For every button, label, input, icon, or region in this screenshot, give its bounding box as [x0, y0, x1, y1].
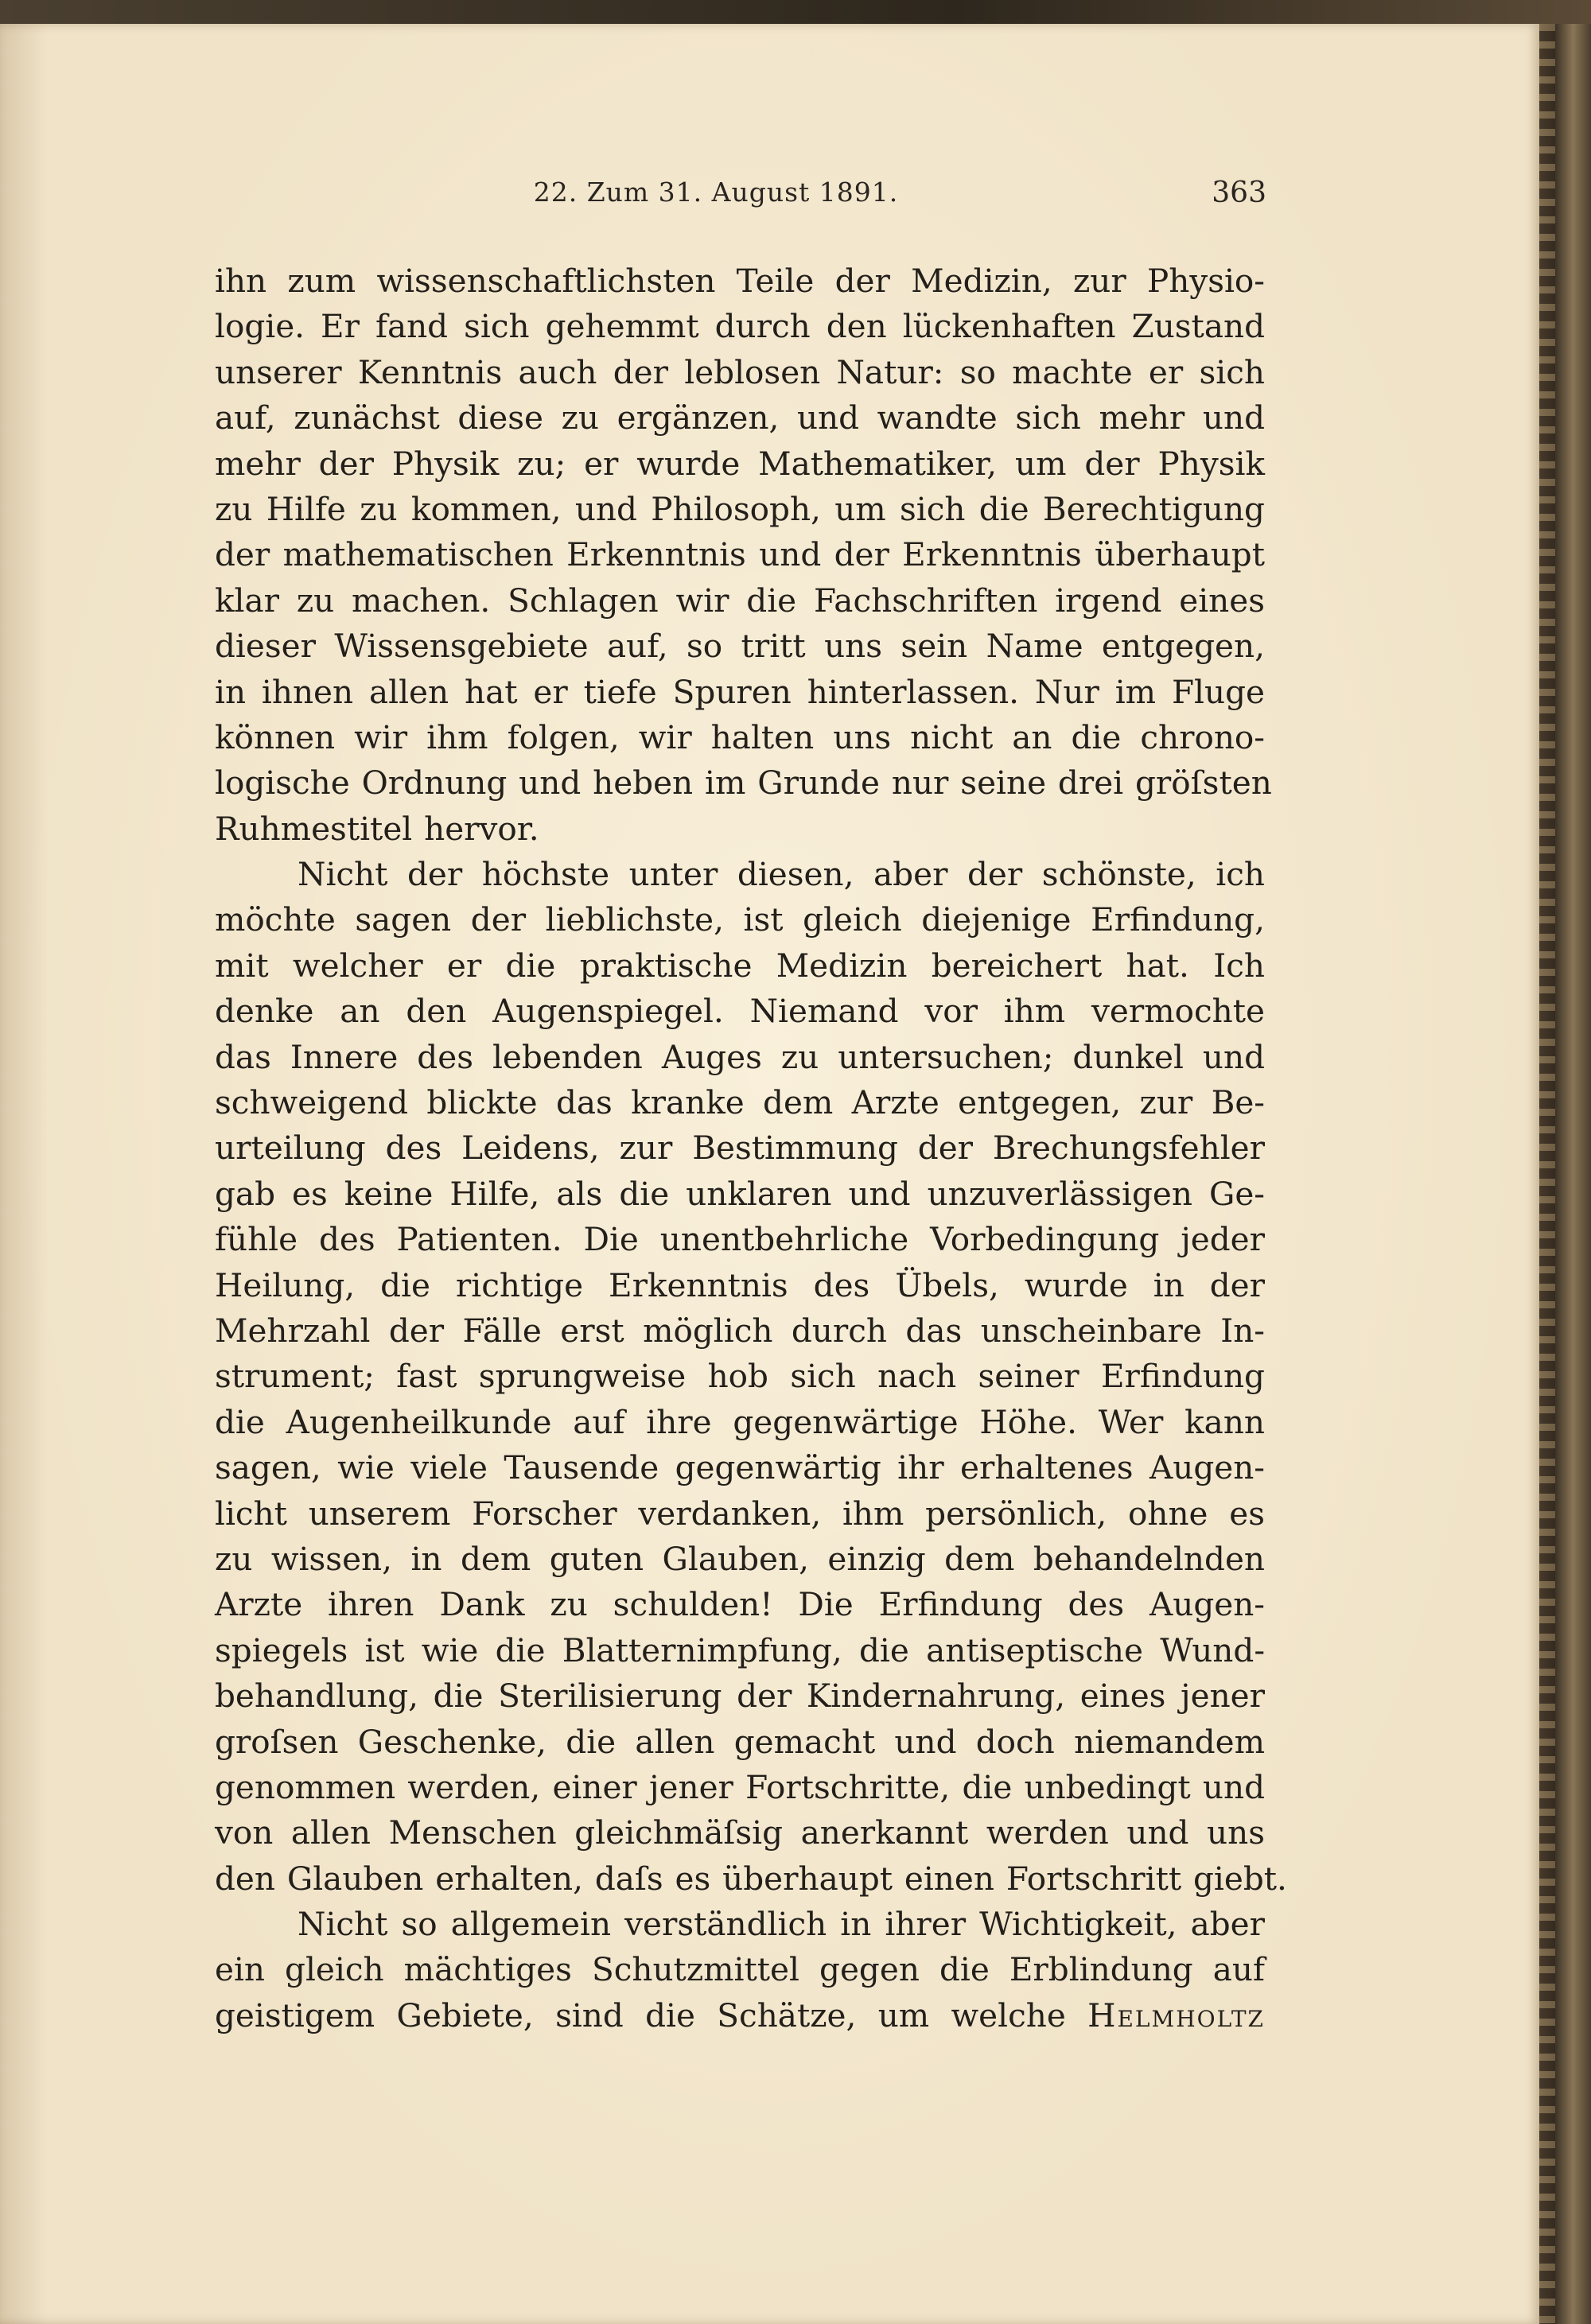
text-line-content: Heilung, die richtige Erkenntnis des Übels, wurde in der — [215, 1265, 1265, 1304]
text-line — [215, 1263, 1265, 1308]
text-line — [215, 1720, 1265, 1765]
text-line — [215, 1125, 1265, 1171]
text-line-content: auf, zunächst diese zu ergänzen, und wandte sich mehr und — [215, 398, 1265, 437]
text-line-content: den Glauben erhalten, daſs es überhaupt einen Fortschritt giebt. — [215, 1859, 1287, 1898]
text-line-content: in ihnen allen hat er tiefe Spuren hinterlassen. Nur im Fluge — [215, 672, 1265, 711]
text-line — [215, 1080, 1265, 1125]
name-smallcaps: Helmholtz — [1087, 1996, 1266, 2034]
text-line-content: zu wissen, in dem guten Glauben, einzig dem behandelnden — [215, 1539, 1265, 1578]
body-text — [215, 258, 1287, 2038]
text-line-content: unserer Kenntnis auch der leblosen Natur: so machte er sich — [215, 352, 1265, 391]
text-line — [215, 395, 1265, 441]
text-line — [215, 1947, 1265, 1992]
text-line-content: fühle des Patienten. Die unentbehrliche Vorbedingung jeder — [215, 1220, 1265, 1259]
text-line-content: spiegels ist wie die Blatternimpfung, die antiseptische Wund- — [215, 1630, 1265, 1669]
text-line-content: schweigend blickte das kranke dem Arzte entgegen, zur Be- — [215, 1083, 1265, 1122]
text-line-content: genommen werden, einer jener Fortschritte, die unbedingt und — [215, 1767, 1265, 1806]
text-line — [215, 1902, 1265, 1947]
text-line — [215, 1628, 1265, 1673]
text-line — [215, 670, 1265, 715]
text-line — [215, 806, 1265, 852]
text-line — [215, 1810, 1265, 1856]
text-line-content: geistigem Gebiete, sind die Schätze, um welche — [215, 1996, 1066, 2034]
text-line — [215, 760, 1272, 806]
text-line — [215, 715, 1265, 760]
text-line — [215, 1445, 1265, 1490]
text-line-content: groſsen Geschenke, die allen gemacht und doch niemandem — [215, 1722, 1265, 1761]
text-line — [215, 943, 1265, 989]
text-line — [215, 897, 1265, 942]
text-line-content: strument; fast sprungweise hob sich nach seiner Erfindung — [215, 1357, 1265, 1396]
text-line-content: logie. Er fand sich gehemmt durch den lückenhaften Zustand — [215, 307, 1265, 346]
text-line — [215, 1217, 1265, 1262]
text-line-content: Arzte ihren Dank zu schulden! Die Erfindung des Augen- — [215, 1585, 1265, 1624]
text-line — [215, 304, 1265, 349]
text-line — [215, 1856, 1287, 1902]
text-line — [215, 989, 1265, 1034]
text-line — [215, 1308, 1265, 1354]
text-line — [215, 1765, 1265, 1810]
text-line — [215, 258, 1265, 304]
text-line — [215, 1172, 1265, 1217]
text-line-content: gab es keine Hilfe, als die unklaren und unzuverlässigen Ge- — [215, 1174, 1265, 1213]
text-line-content: behandlung, die Sterilisierung der Kindernahrung, eines jener — [215, 1677, 1265, 1716]
text-line — [215, 350, 1265, 395]
text-line — [215, 1537, 1265, 1582]
text-line-content: Mehrzahl der Fälle erst möglich durch das unscheinbare In- — [215, 1311, 1265, 1350]
text-line — [215, 487, 1265, 532]
running-head-title: 22. Zum 31. August 1891. — [533, 177, 899, 208]
page-number: 363 — [1212, 177, 1266, 209]
text-line — [215, 852, 1265, 897]
text-line — [215, 1993, 1265, 2038]
running-head — [215, 177, 1265, 216]
text-line-content: mit welcher er die praktische Medizin bereichert hat. Ich — [215, 946, 1265, 985]
text-line-content: Nicht so allgemein verständlich in ihrer Wichtigkeit, aber — [298, 1905, 1265, 1944]
text-line — [215, 1491, 1265, 1537]
text-line-content: Nicht der höchste unter diesen, aber der schönste, ich — [298, 855, 1265, 894]
text-line-content: der mathematischen Erkenntnis und der Erkenntnis überhaupt — [215, 535, 1265, 574]
text-line — [215, 532, 1265, 577]
text-line-content: möchte sagen der lieblichste, ist gleich diejenige Erfindung, — [215, 900, 1265, 939]
text-line-content: logische Ordnung und heben im Grunde nur seine drei gröſsten — [215, 764, 1272, 803]
text-line-content: mehr der Physik zu; er wurde Mathematiker, um der Physik — [215, 444, 1265, 483]
text-line-content: das Innere des lebenden Auges zu untersuchen; dunkel und — [215, 1037, 1265, 1076]
text-line-content: die Augenheilkunde auf ihre gegenwärtige Höhe. Wer kann — [215, 1402, 1265, 1441]
text-line — [215, 1673, 1265, 1719]
text-line — [215, 578, 1265, 624]
text-line-content: können wir ihm folgen, wir halten uns nicht an die chrono- — [215, 717, 1265, 756]
text-line-content: licht unserem Forscher verdanken, ihm persönlich, ohne es — [215, 1494, 1265, 1533]
text-line-content: sagen, wie viele Tausende gegenwärtig ihr erhaltenes Augen- — [215, 1448, 1265, 1487]
text-line-content: von allen Menschen gleichmäſsig anerkannt werden und uns — [215, 1813, 1265, 1852]
text-line-content: urteilung des Leidens, zur Bestimmung der Brechungsfehler — [215, 1129, 1265, 1168]
text-line — [215, 1035, 1265, 1080]
text-line — [215, 441, 1265, 487]
text-line-content: Ruhmestitel hervor. — [215, 809, 539, 848]
text-line — [215, 1400, 1265, 1445]
text-line-content: ein gleich mächtiges Schutzmittel gegen die Erblindung auf — [215, 1950, 1265, 1989]
text-line-content: dieser Wissensgebiete auf, so tritt uns sein Name entgegen, — [215, 627, 1265, 666]
text-line — [215, 1354, 1265, 1399]
text-line-content: denke an den Augenspiegel. Niemand vor ihm vermochte — [215, 992, 1265, 1031]
text-line-content: zu Hilfe zu kommen, und Philosoph, um sich die Berechtigung — [215, 489, 1265, 528]
text-line — [215, 624, 1265, 669]
text-line — [215, 1582, 1265, 1627]
text-line-content: klar zu machen. Schlagen wir die Fachschriften irgend eines — [215, 581, 1265, 620]
book-binding — [1531, 24, 1591, 2324]
text-line-content: ihn zum wissenschaftlichsten Teile der Medizin, zur Physio- — [215, 262, 1265, 300]
